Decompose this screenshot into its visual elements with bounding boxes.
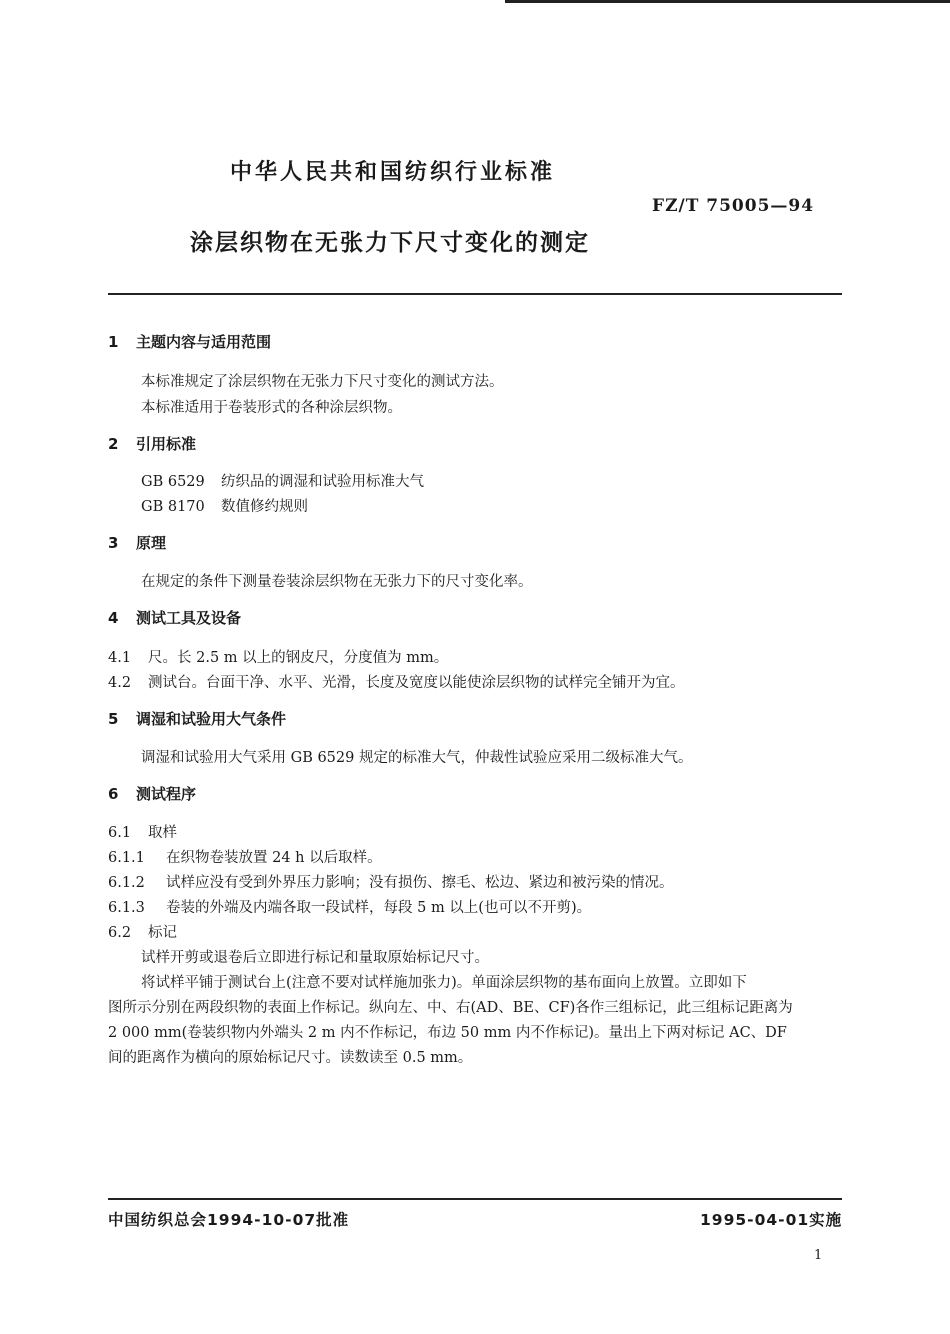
clause-number: 6.2 (108, 925, 132, 941)
paragraph: 本标准规定了涂层织物在无张力下尺寸变化的测试方法。 (141, 374, 504, 390)
top-edge-line (505, 0, 950, 3)
section-number: 6 (108, 785, 119, 803)
reference-item (141, 495, 308, 516)
section-title: 测试程序 (136, 785, 197, 803)
reference-code: GB 8170 (141, 499, 205, 515)
section-number: 5 (108, 710, 119, 728)
reference-code: GB 6529 (141, 474, 205, 490)
paragraph: 试样开剪或退卷后立即进行标记和量取原始标记尺寸。 (141, 950, 489, 966)
reference-item (141, 470, 424, 491)
page-number: 1 (814, 1248, 823, 1263)
section-title: 主题内容与适用范围 (136, 333, 272, 351)
section-6-heading (108, 783, 196, 804)
paragraph-line: 间的距离作为横向的原始标记尺寸。读数读至 0.5 mm。 (108, 1050, 473, 1066)
paragraph: 调湿和试验用大气采用 GB 6529 规定的标准大气，仲裁性试验应采用二级标准大气。 (141, 750, 693, 766)
section-number: 2 (108, 435, 119, 453)
clause-number: 4.2 (108, 675, 132, 691)
effective-date: 1995-04-01实施 (700, 1211, 843, 1229)
section-title: 调湿和试验用大气条件 (136, 710, 287, 728)
section-4-heading (108, 607, 241, 628)
clause-text: 尺。长 2.5 m 以上的钢皮尺，分度值为 mm。 (148, 650, 449, 666)
header-divider (108, 293, 842, 295)
clause-text: 取样 (148, 825, 177, 841)
clause-text: 在织物卷装放置 24 h 以后取样。 (166, 850, 382, 866)
clause-text: 试样应没有受到外界压力影响；没有损伤、擦毛、松边、紧边和被污染的情况。 (166, 875, 674, 891)
section-2-heading (108, 433, 196, 454)
clause-6-1-2 (108, 871, 674, 892)
clause-6-1-1 (108, 846, 382, 867)
paragraph-line: 2 000 mm(卷装织物内外端头 2 m 内不作标记，布边 50 mm 内不作标记)。量出上下两对标记 AC、DF (108, 1025, 787, 1041)
section-number: 4 (108, 609, 119, 627)
section-title: 原理 (136, 534, 167, 552)
clause-number: 4.1 (108, 650, 132, 666)
org-title: 中华人民共和国纺织行业标准 (230, 160, 556, 185)
section-5-heading (108, 708, 286, 729)
paragraph: 在规定的条件下测量卷装涂层织物在无张力下的尺寸变化率。 (141, 574, 533, 590)
footer-divider (108, 1198, 842, 1200)
section-1-heading (108, 331, 271, 352)
clause-number: 6.1 (108, 825, 132, 841)
paragraph-line: 将试样平铺于测试台上(注意不要对试样施加张力)。单面涂层织物的基布面向上放置。立即如下 (141, 975, 747, 991)
paragraph: 本标准适用于卷装形式的各种涂层织物。 (141, 400, 402, 416)
clause-number: 6.1.2 (108, 875, 145, 891)
paragraph-line: 图所示分别在两段织物的表面上作标记。纵向左、中、右(AD、BE、CF)各作三组标记，此三组标记距离为 (108, 1000, 793, 1016)
clause-6-1 (108, 821, 177, 842)
clause-4-2 (108, 671, 685, 692)
reference-title: 数值修约规则 (221, 499, 308, 515)
clause-number: 6.1.1 (108, 850, 145, 866)
section-number: 3 (108, 534, 119, 552)
clause-text: 测试台。台面干净、水平、光滑，长度及宽度以能使涂层织物的试样完全铺开为宜。 (148, 675, 685, 691)
reference-title: 纺织品的调湿和试验用标准大气 (221, 474, 424, 490)
clause-6-2 (108, 921, 177, 942)
clause-6-1-3 (108, 896, 591, 917)
document-title: 涂层织物在无张力下尺寸变化的测定 (190, 230, 590, 256)
section-title: 测试工具及设备 (136, 609, 242, 627)
standard-code: FZ/T 75005—94 (652, 196, 815, 216)
section-3-heading (108, 532, 166, 553)
clause-text: 标记 (148, 925, 177, 941)
approval-date: 中国纺织总会1994-10-07批准 (108, 1211, 350, 1229)
clause-4-1 (108, 646, 448, 667)
section-title: 引用标准 (136, 435, 197, 453)
clause-number: 6.1.3 (108, 900, 145, 916)
clause-text: 卷装的外端及内端各取一段试样，每段 5 m 以上(也可以不开剪)。 (166, 900, 592, 916)
section-number: 1 (108, 333, 119, 351)
